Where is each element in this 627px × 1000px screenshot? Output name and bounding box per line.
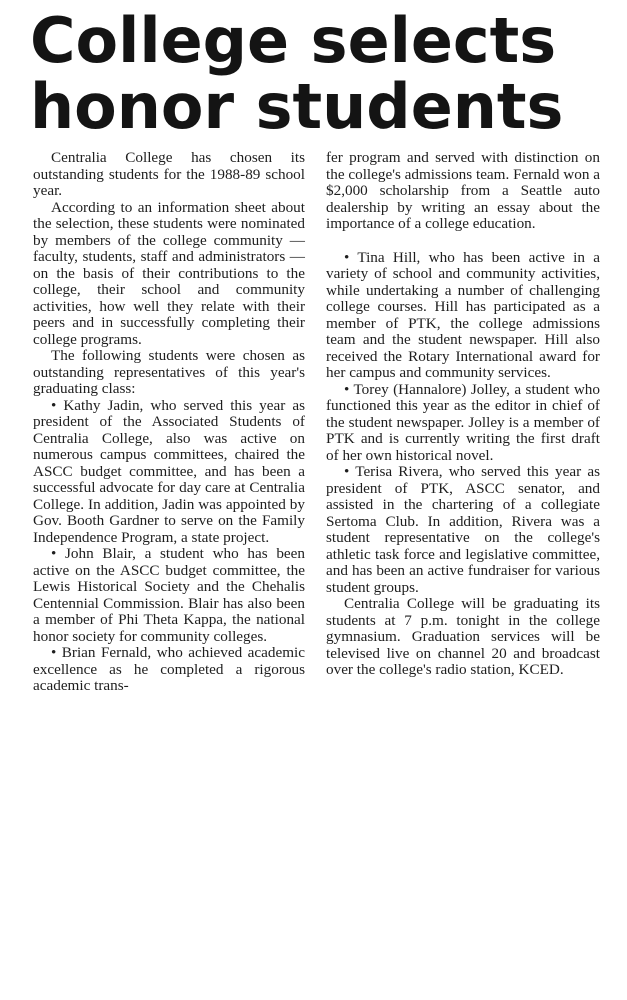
paragraph-torey-jolley: • Torey (Hannalore) Jolley, a student who functioned this year as the editor in chief of the student newspaper. Jolley is a member of PTK and is currently writing the first draft of her own historical novel.	[326, 380, 600, 464]
paragraph-graduation-ceremony: Centralia College will be graduating its students at 7 p.m. tonight in the college gymnasium. Graduation services will be televised live on channel 20 and broadcast over the college's radio station, KCED.	[326, 595, 600, 678]
paragraph-kathy-jadin: • Kathy Jadin, who served this year as president of the Associated Students of Centralia College, also was active on numerous campus committees, chaired the ASCC budget committee, and has been a successful advocate for day care at Centralia College. In addition, Jadin was appointed by Gov. Booth Gardner to serve on the Family Independence Program, a state project.	[33, 396, 305, 546]
headline-line-2: honor students	[30, 70, 564, 143]
headline-line-1: College selects	[30, 4, 557, 77]
paragraph-tina-hill: • Tina Hill, who has been active in a variety of school and community activities, while undertaking a number of challenging college courses. Hill has participated as a member of PTK, the college admissions team and the student newspaper. Hill also received the Rotary International award for her campus and community services.	[326, 248, 600, 381]
paragraph-intro: Centralia College has chosen its outstanding students for the 1988-89 school year.	[33, 149, 305, 199]
paragraph-john-blair: • John Blair, a student who has been active on the ASCC budget committee, the Lewis Historical Society and the Chehalis Centennial Commission. Blair has also been a member of Phi Theta Kappa, the national honor society for community colleges.	[33, 545, 305, 645]
paragraph-brian-fernald-continued: fer program and served with distinction on the college's admissions team. Fernald won a $2,000 scholarship from a Seattle auto dealership by writing an essay about the importance of a college education.	[326, 149, 600, 232]
article-column-right	[326, 150, 600, 679]
paragraph-chosen-students: The following students were chosen as outstanding representatives of this year's graduating class:	[33, 347, 305, 397]
paragraph-terisa-rivera: • Terisa Rivera, who served this year as president of PTK, ASCC senator, and assisted in the chartering of a collegiate Sertoma Club. In addition, Rivera was a student representative on the college's athletic task force and legislative committee, and has been an active fundraiser for various student groups.	[326, 463, 600, 596]
paragraph-brian-fernald: • Brian Fernald, who achieved academic excellence as he completed a rigorous academic trans-	[33, 644, 305, 694]
article-column-left	[33, 150, 305, 695]
paragraph-selection-criteria: According to an information sheet about the selection, these students were nominated by members of the college community — faculty, students, staff and administrators — on the basis of their contributions to the college, their school and community activities, how well they relate with their peers and in successfully completing their college programs.	[33, 198, 305, 348]
headline	[30, 4, 620, 143]
